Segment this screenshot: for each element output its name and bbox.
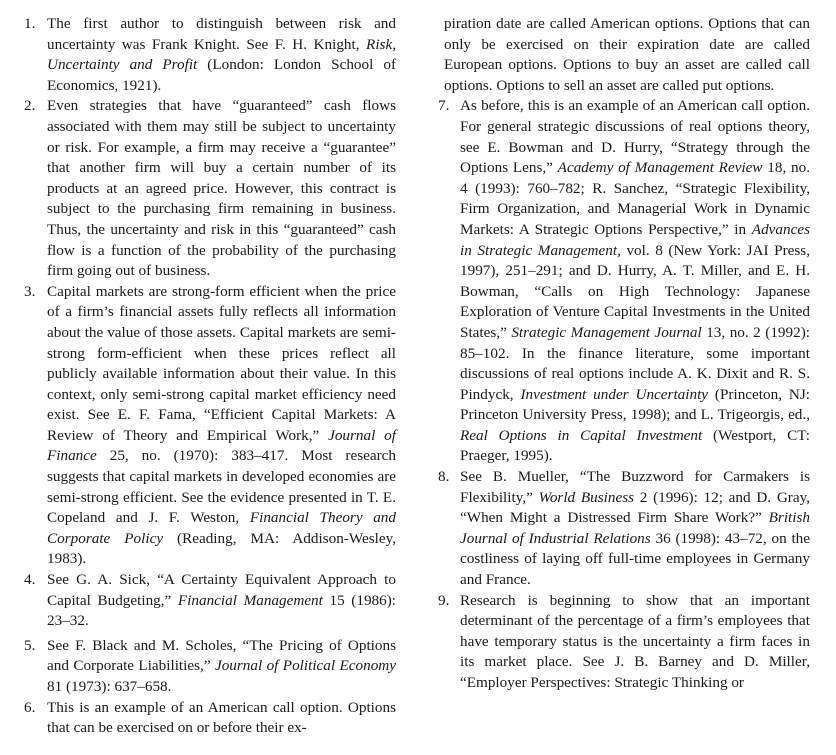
endnote: [24, 636, 396, 698]
endnote-italic-title: Investment under Uncertainty: [520, 385, 709, 403]
endnote: [438, 591, 810, 694]
endnote-italic-title: Journal of Finance: [47, 426, 396, 465]
endnote-italic-title: Real Options in Capital Investment: [460, 426, 703, 444]
endnote-number: 4.: [24, 571, 36, 589]
endnote: [24, 96, 396, 281]
endnote-text: (Reading, MA: Addison-Wesley, 1983).: [47, 529, 396, 568]
endnote-text: As before, this is an example of an American call option. For general strategic discussions of real options theory, see E. Bowman and D. Hurry, “Strategy through the Options Lens,”: [460, 97, 810, 177]
endnote-number: 5.: [24, 636, 36, 654]
endnote-text: 81 (1973): 637–658.: [47, 678, 172, 695]
endnote-text: (London: London School of Economics, 1921).: [47, 56, 396, 94]
endnote: [24, 14, 396, 96]
endnote: [438, 467, 810, 591]
endnote-text: 15 (1986): 23–32.: [47, 591, 396, 630]
endnote-number: 3.: [24, 282, 36, 300]
endnote-italic-title: Financial Theory and Corporate Policy: [47, 509, 396, 547]
endnote-number: 1.: [24, 15, 36, 32]
endnote-text: See F. Black and M. Scholes, “The Pricing of Options and Corporate Liabilities,”: [47, 636, 396, 675]
endnote: [24, 282, 396, 570]
endnote-text: vol. 8 (New York: JAI Press, 1997), 251–291; and D. Hurry, A. T. Miller, and E. H. Bowman, “Calls on High Technology: Japanese Exploration of Venture Capital Investments in the United States,”: [460, 241, 811, 341]
endnote-text: See B. Mueller, “The Buzzword for Carmakers is Flexibility,”: [460, 468, 810, 506]
left-column: [24, 14, 396, 739]
endnote: [24, 698, 396, 739]
endnote-text: Even strategies that have “guaranteed” cash flows associated with them may still be subject to uncertainty or risk. For example, a firm may receive a “guarantee” that another firm will buy a certain number of its products at an agreed price. However, this contract is subject to the purchasing firm remaining in business. Thus, the uncertainty and risk in this “guaranteed” cash flow is a function of the probability of the purchasing firm going out of business.: [47, 97, 396, 280]
endnote-text: 25, no. (1970): 383–417. Most research suggests that capital markets in developed economies are semi-strong efficient. See the evidence presented in T. E. Copeland and J. F. Weston,: [47, 447, 396, 527]
endnote-text: Research is beginning to show that an important determinant of the percentage of a firm’s employees that have temporary status is the uncertainty a firm faces in its market place. See J. B. Barney and D. Miller, “Employer Perspectives: Strategic Thinking or: [460, 591, 810, 691]
endnote-italic-title: World Business: [538, 488, 635, 506]
endnote-italic-title: British Journal of Industrial Relations: [460, 509, 810, 547]
endnote-italic-title: Financial Management: [177, 591, 323, 609]
endnote: [438, 96, 810, 467]
endnote-number: 8.: [438, 468, 450, 486]
endnote-italic-title: Risk, Uncertainty and Profit: [47, 35, 396, 74]
endnote-text: piration date are called American options. Options that can only be exercised on their expiration date are called European options. Options to buy an asset are called call options. Options to sell an asset are called put options.: [444, 15, 810, 94]
endnote-text: 2 (1996): 12; and D. Gray, “When Might a Distressed Firm Share Work?”: [460, 488, 811, 527]
endnote-text: This is an example of an American call option. Options that can be exercised on or before their ex-: [47, 698, 396, 737]
endnote-text: 36 (1998): 43–72, on the costliness of laying off full-time employees in Germany and France.: [460, 529, 810, 589]
endnote-italic-title: Strategic Management Journal: [511, 323, 702, 341]
endnote-number: 2.: [24, 97, 36, 115]
endnote-continuation: [438, 14, 810, 96]
endnote-italic-title: Journal of Political Economy: [214, 657, 396, 675]
endnote-italic-title: Advances in Strategic Management,: [460, 220, 810, 259]
endnote-italic-title: Academy of Management Review: [557, 159, 763, 177]
endnote-text: (Princeton, NJ: Princeton University Press, 1998); and L. Trigeorgis, ed.,: [460, 385, 810, 424]
endnote: [24, 570, 396, 632]
endnote-number: 7.: [438, 97, 450, 115]
endnote-text: The first author to distinguish between risk and uncertainty was Frank Knight. See F. H. Knight,: [47, 15, 396, 53]
endnote-text: 18, no. 4 (1993): 760–782; R. Sanchez, “Strategic Flexibility, Firm Organization, and Managerial Work in Dynamic Markets: A Strategic Options Perspective,” in: [460, 159, 810, 238]
endnote-text: 13, no. 2 (1992): 85–102. In the finance literature, some important discussions of real options include A. K. Dixit and R. S. Pindyck,: [460, 323, 810, 403]
endnote-number: 9.: [438, 591, 450, 609]
endnote-text: Capital markets are strong-form efficient when the price of a firm’s financial assets fully reflects all information about the value of those assets. Capital markets are semi-strong form-efficient when these prices reflect all publicly available information about their value. In this context, only semi-strong capital market efficiency need exist. See E. F. Fama, “Efficient Capital Markets: A Review of Theory and Empirical Work,”: [47, 282, 396, 444]
endnote-number: 6.: [24, 698, 36, 716]
endnote-text: See G. A. Sick, “A Certainty Equivalent Approach to Capital Budgeting,”: [47, 571, 396, 609]
endnote-text: (Westport, CT: Praeger, 1995).: [460, 426, 810, 465]
right-column: [438, 14, 810, 694]
